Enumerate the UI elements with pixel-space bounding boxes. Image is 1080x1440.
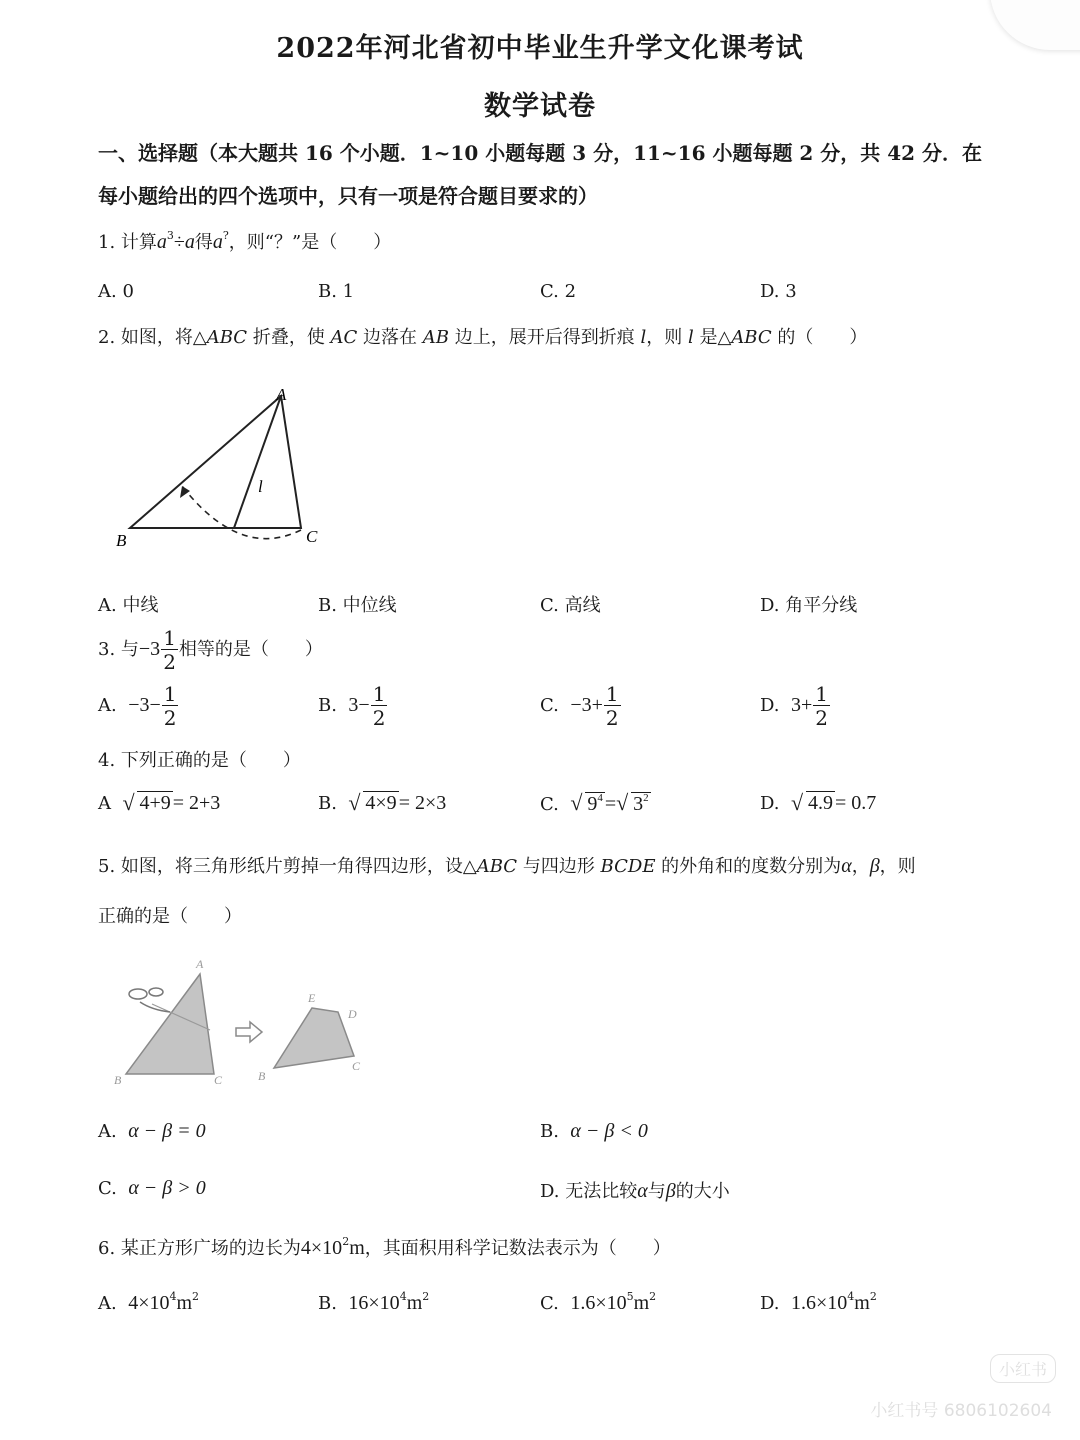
question-3: 3. 与−3 $\frac{1}{2}$ 相等的是（ ） <box>98 626 323 674</box>
section-heading-line1: 一、选择题（本大题共 16 个小题．1~10 小题每题 3 分，11~16 小题每题 2 分，共 42 分．在 <box>98 141 983 165</box>
fold-arrowhead <box>180 486 190 498</box>
fig-label-b2: B <box>258 1069 266 1083</box>
watermark-logo: 小红书 <box>990 1354 1056 1383</box>
q4-option-c[interactable]: C. √ $9^4$ =√ $3^2$ <box>540 792 651 816</box>
arrow-right-icon <box>236 1022 262 1042</box>
q6-option-c[interactable]: C. $1.6\times 10^5m^2$ <box>540 1290 657 1314</box>
q6-option-a[interactable]: A. $4\times 10^4m^2$ <box>98 1290 200 1314</box>
exam-subtitle: 数学试卷 <box>484 91 596 122</box>
fig-label-b: B <box>114 1073 122 1087</box>
fig-label-c: C <box>214 1073 223 1087</box>
fig-label-c2: C <box>352 1059 361 1073</box>
question-6: 6. 某正方形广场的边长为$4\times 10^2m$，其面积用科学记数法表示为（ ） <box>98 1235 671 1259</box>
q2-option-a[interactable]: A. 中线 <box>98 595 159 616</box>
q1-option-d[interactable]: D. 3 <box>760 281 797 302</box>
watermark-id: 小红书号 6806102604 <box>870 1401 1052 1421</box>
q2-option-d[interactable]: D. 角平分线 <box>760 595 858 616</box>
fold-arc <box>182 486 301 539</box>
scissors-icon <box>129 989 147 999</box>
paper-quadrilateral <box>274 1008 354 1068</box>
q6-option-d[interactable]: D. $1.6\times 10^4m^2$ <box>760 1290 877 1314</box>
q2-option-b[interactable]: B. 中位线 <box>318 595 397 616</box>
paper-cut-figure <box>110 952 370 1092</box>
q4-option-a[interactable]: A √ 4+9 = 2+3 <box>98 792 220 815</box>
q1-option-b[interactable]: B. 1 <box>318 281 355 302</box>
fig-label-d: D <box>348 1007 357 1021</box>
triangle-figure <box>100 380 340 560</box>
q2-option-c[interactable]: C. 高线 <box>540 595 601 616</box>
vertex-label-b: B <box>116 531 127 550</box>
exam-title: 2022年河北省初中毕业生升学文化课考试 <box>276 33 804 64</box>
q1-option-a[interactable]: A. 0 <box>98 281 134 302</box>
q4-option-b[interactable]: B. √ 4×9 = 2×3 <box>318 792 446 815</box>
q5-option-a[interactable]: A. α − β = 0 <box>98 1120 206 1142</box>
q3-option-c[interactable]: C. −3+ $\frac{1}{2}$ <box>540 682 619 730</box>
q3-option-a[interactable]: A. −3− $\frac{1}{2}$ <box>98 682 177 730</box>
vertex-label-a: A <box>276 385 287 404</box>
triangle-abc <box>130 396 301 528</box>
q3-option-d[interactable]: D. 3+ $\frac{1}{2}$ <box>760 682 828 730</box>
q5-option-d[interactable]: D. 无法比较α与β的大小 <box>540 1180 730 1202</box>
section-heading-line2: 每小题给出的四个选项中，只有一项是符合题目要求的） <box>98 184 598 208</box>
q5-option-b[interactable]: B. α − β < 0 <box>540 1120 648 1142</box>
q6-option-b[interactable]: B. $16\times 10^4m^2$ <box>318 1290 430 1314</box>
q4-option-d[interactable]: D. √ 4.9 = 0.7 <box>760 792 876 815</box>
vertex-label-c: C <box>306 527 318 546</box>
q1-option-c[interactable]: C. 2 <box>540 281 577 302</box>
question-2: 2. 如图，将△ABC 折叠，使 AC 边落在 AB 边上，展开后得到折痕 l，则 l 是△ABC 的（ ） <box>98 327 868 348</box>
q3-option-b[interactable]: B. 3− $\frac{1}{2}$ <box>318 682 386 730</box>
q5-option-c[interactable]: C. α − β > 0 <box>98 1177 206 1199</box>
fig-label-a: A <box>196 957 204 971</box>
question-4: 4. 下列正确的是（ ） <box>98 750 301 771</box>
question-5-line2: 正确的是（ ） <box>98 906 242 927</box>
question-5: 5. 如图，将三角形纸片剪掉一角得四边形，设△ABC 与四边形 BCDE 的外角和的度数分别为α，β，则 <box>98 855 916 877</box>
fold-label-l: l <box>258 477 263 496</box>
question-1: 1. 计算$a^3\div a$得a?，则“？”是（ ） <box>98 229 392 253</box>
fig-label-e: E <box>308 991 316 1005</box>
